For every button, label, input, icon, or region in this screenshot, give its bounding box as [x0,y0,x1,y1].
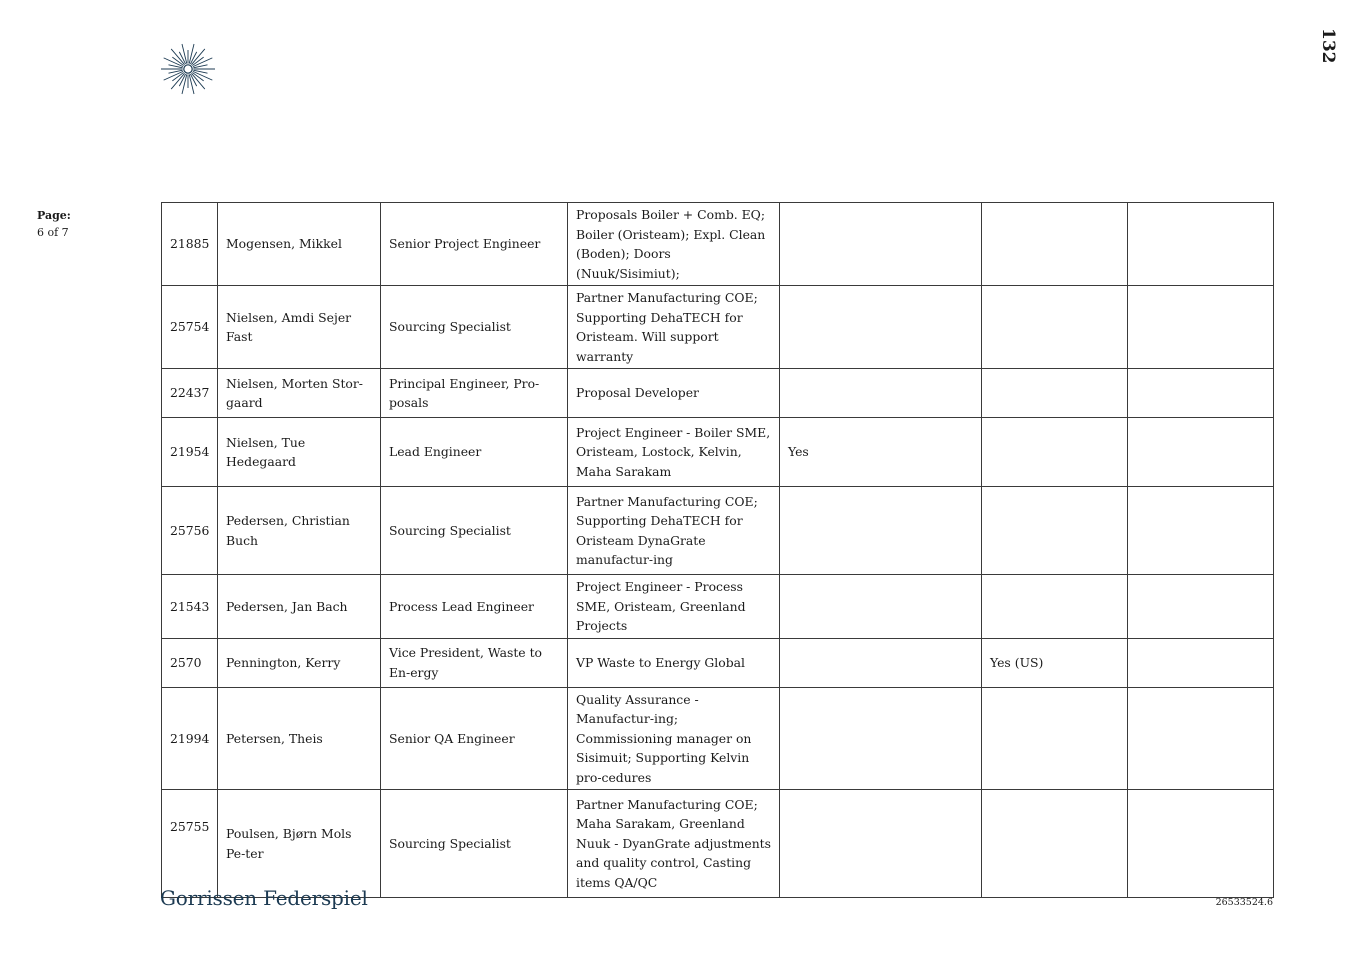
cell-name: Pedersen, Jan Bach [218,575,381,639]
cell-number: 21885 [162,203,218,286]
cell-name: Mogensen, Mikkel [218,203,381,286]
cell-name: Pennington, Kerry [218,638,381,687]
cell-title: Senior QA Engineer [381,687,568,790]
cell-col5 [780,575,982,639]
cell-title: Sourcing Specialist [381,487,568,575]
cell-role: Partner Manufacturing COE; Maha Sarakam, Greenland Nuuk - DyanGrate adjustments and quality control, Casting items QA/QC [568,790,780,898]
cell-title: Sourcing Specialist [381,790,568,898]
cell-name: Poulsen, Bjørn Mols Pe-ter [218,790,381,898]
cell-name: Nielsen, Morten Stor-gaard [218,369,381,418]
cell-name: Petersen, Theis [218,687,381,790]
cell-col7 [1128,790,1274,898]
cell-title: Senior Project Engineer [381,203,568,286]
cell-col7 [1128,575,1274,639]
cell-number: 21994 [162,687,218,790]
cell-col6 [982,369,1128,418]
page-value: 6 of 7 [37,226,69,239]
table-row [162,487,1274,575]
cell-role: Project Engineer - Process SME, Oristeam, Greenland Projects [568,575,780,639]
cell-role: Quality Assurance - Manufactur-ing; Commissioning manager on Sisimuit; Supporting Kelvin pro-cedures [568,687,780,790]
document-reference: 26533524.6 [1215,897,1273,908]
page-info [37,207,71,241]
table-row [162,790,1274,898]
cell-role: Proposals Boiler + Comb. EQ; Boiler (Oristeam); Expl. Clean (Boden); Doors (Nuuk/Sisimiut); [568,203,780,286]
cell-col7 [1128,369,1274,418]
cell-col6: Yes (US) [982,638,1128,687]
cell-col7 [1128,487,1274,575]
cell-col6 [982,418,1128,487]
cell-number: 21543 [162,575,218,639]
cell-col6 [982,575,1128,639]
cell-number: 2570 [162,638,218,687]
cell-col5 [780,203,982,286]
table-row [162,687,1274,790]
cell-role: Partner Manufacturing COE; Supporting DehaTECH for Oristeam. Will support warranty [568,286,780,369]
table-row [162,369,1274,418]
cell-col6 [982,790,1128,898]
starburst-logo-icon [158,42,218,96]
cell-col7 [1128,286,1274,369]
cell-col5 [780,286,982,369]
cell-col7 [1128,687,1274,790]
table-row [162,575,1274,639]
cell-role: Project Engineer - Boiler SME, Oristeam, Lostock, Kelvin, Maha Sarakam [568,418,780,487]
cell-col5 [780,687,982,790]
staff-table [161,202,1274,898]
cell-title: Process Lead Engineer [381,575,568,639]
cell-col5 [780,790,982,898]
cell-title: Vice President, Waste to En-ergy [381,638,568,687]
cell-col6 [982,286,1128,369]
cell-number: 25756 [162,487,218,575]
table-row [162,418,1274,487]
cell-role: VP Waste to Energy Global [568,638,780,687]
cell-number: 25755 [162,790,218,898]
cell-title: Sourcing Specialist [381,286,568,369]
table-row [162,203,1274,286]
cell-col5 [780,487,982,575]
table-row [162,638,1274,687]
cell-col6 [982,487,1128,575]
cell-col7 [1128,418,1274,487]
cell-col6 [982,203,1128,286]
cell-col7 [1128,638,1274,687]
document-stamp-number: 132 [1318,28,1338,64]
cell-role: Partner Manufacturing COE; Supporting DehaTECH for Oristeam DynaGrate manufactur-ing [568,487,780,575]
footer-brand: Gorrissen Federspiel [160,886,368,910]
cell-name: Nielsen, Amdi Sejer Fast [218,286,381,369]
page-label: Page: [37,209,71,222]
cell-col6 [982,687,1128,790]
cell-number: 22437 [162,369,218,418]
cell-col7 [1128,203,1274,286]
cell-col5 [780,369,982,418]
cell-name: Nielsen, Tue Hedegaard [218,418,381,487]
cell-col5 [780,638,982,687]
cell-col5: Yes [780,418,982,487]
cell-title: Lead Engineer [381,418,568,487]
cell-title: Principal Engineer, Pro-posals [381,369,568,418]
table-row [162,286,1274,369]
cell-number: 21954 [162,418,218,487]
cell-name: Pedersen, Christian Buch [218,487,381,575]
cell-role: Proposal Developer [568,369,780,418]
cell-number: 25754 [162,286,218,369]
